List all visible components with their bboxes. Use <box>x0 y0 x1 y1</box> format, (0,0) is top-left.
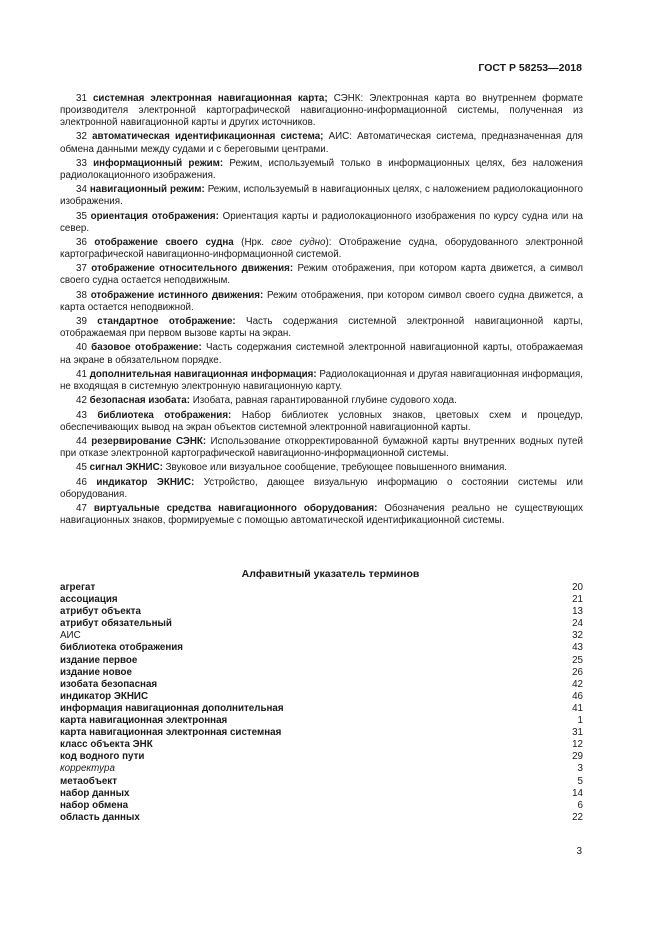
definition-number: 32 <box>76 131 87 143</box>
index-term: индикатор ЭКНИС <box>60 690 149 702</box>
term-index <box>60 582 583 824</box>
index-number: 25 <box>572 654 583 666</box>
index-term: набор данных <box>60 787 130 799</box>
definition-item <box>60 410 583 434</box>
definition-text: АИС: Автоматическая система, предназначенная для обмена данными между судами и с береговыми центрами. <box>60 131 583 155</box>
index-term: издание первое <box>60 654 138 666</box>
definition-number: 44 <box>76 435 87 447</box>
definition-text: Использование откорректированной бумажной карты внутренних водных путей при отказе электронной картографической навигационно-информационной системы. <box>60 435 583 459</box>
definition-term: отображение относительного движения: <box>91 263 294 275</box>
index-number: 6 <box>577 799 583 811</box>
definition-text: ): Отображение судна, оборудованного электронной картографической навигационно-информационной системой. <box>60 236 583 261</box>
definition-item <box>60 263 583 287</box>
index-row <box>60 594 583 606</box>
index-term: библиотека отображения <box>60 642 183 654</box>
index-number: 1 <box>577 715 583 727</box>
index-term: корректура <box>60 763 115 775</box>
index-row <box>60 715 583 727</box>
definition-number: 40 <box>76 342 87 354</box>
definition-number: 41 <box>76 368 87 380</box>
definition-term: индикатор ЭКНИС: <box>96 476 195 488</box>
definition-text: Режим отображения, при котором символ своего судна движется, а карта остается неподвижной. <box>60 289 583 313</box>
definition-term: базовое отображение: <box>91 342 202 354</box>
index-number: 5 <box>577 775 583 787</box>
definition-item <box>60 158 583 182</box>
definition-text: Устройство, дающее визуальную информацию о состоянии системы или оборудования. <box>60 476 584 500</box>
index-row <box>60 739 583 751</box>
definition-term: ориентация отображения: <box>90 210 219 222</box>
index-number: 22 <box>572 811 583 823</box>
definition-term: навигационный режим: <box>89 184 205 196</box>
definition-number: 39 <box>76 316 87 328</box>
definition-item <box>60 462 583 474</box>
definition-number: 37 <box>76 263 87 275</box>
definition-term: безопасная изобата: <box>89 395 191 407</box>
index-number: 29 <box>572 751 583 763</box>
index-row <box>60 606 583 618</box>
index-row <box>60 655 583 667</box>
definition-item <box>60 342 583 366</box>
definition-text: Звуковое или визуальное сообщение, требующее повышенного внимания. <box>162 462 507 474</box>
index-row <box>60 800 583 812</box>
index-term: метаобъект <box>60 775 118 787</box>
definition-item <box>60 316 583 340</box>
index-term: класс объекта ЭНК <box>60 739 153 751</box>
index-row <box>60 763 583 775</box>
definition-number: 33 <box>76 157 87 169</box>
index-term: область данных <box>60 811 140 823</box>
index-row <box>60 630 583 642</box>
index-term: изобата безопасная <box>60 678 158 690</box>
index-row <box>60 776 583 788</box>
definition-text: Режим, используемый только в информационных целях, без наложения радиолокационного изображения. <box>60 157 583 181</box>
index-row <box>60 727 583 739</box>
index-row <box>60 667 583 679</box>
definition-term: библиотека отображения: <box>97 409 232 421</box>
definition-term: виртуальные средства навигационного оборудования: <box>93 502 378 514</box>
definition-number: 47 <box>76 502 87 514</box>
definition-item <box>60 503 583 527</box>
index-number: 12 <box>572 739 583 751</box>
definition-item <box>60 184 583 208</box>
definition-item <box>60 93 583 129</box>
definition-item <box>60 290 583 314</box>
definition-term: системная электронная навигационная карта; <box>92 93 328 104</box>
definition-number: 43 <box>76 409 87 421</box>
document-header: ГОСТ Р 58253—2018 <box>478 62 582 74</box>
index-term: код водного пути <box>60 751 145 763</box>
index-number: 46 <box>572 690 583 702</box>
definition-text: Часть содержания системной электронной навигационной карты, отображаемая на экране в обязательном порядке. <box>60 342 583 366</box>
definition-deprecated-term: свое судно <box>271 236 326 248</box>
definition-text: Набор библиотек условных знаков, цветовых схем и процедур, обеспечивающих вывод на экран объектов системной электронной навигационной карты. <box>60 409 583 433</box>
index-number: 24 <box>572 618 583 630</box>
definition-text: Часть содержания системной электронной навигационной карты, отображаемая при первом вызове карты на экран. <box>60 316 583 340</box>
index-number: 21 <box>572 594 583 606</box>
page-number: 3 <box>576 846 582 857</box>
index-term: набор обмена <box>60 799 129 811</box>
index-term: АИС <box>60 630 81 642</box>
index-term: атрибут обязательный <box>60 618 172 630</box>
index-term: информация навигационная дополнительная <box>60 702 284 714</box>
definition-text: Изобата, равная гарантированной глубине судового хода. <box>190 395 457 407</box>
definition-note-prefix: (Нрк. <box>233 236 272 248</box>
definition-term: сигнал ЭКНИС: <box>89 462 163 474</box>
index-row <box>60 691 583 703</box>
definition-item <box>60 369 583 393</box>
definitions-list <box>60 93 583 529</box>
definition-item <box>60 477 583 501</box>
index-term: агрегат <box>60 582 96 593</box>
definition-item <box>60 395 583 407</box>
definition-text: Ориентация карты и радиолокационного изображения по курсу судна или на север. <box>60 210 583 234</box>
definition-term: стандартное отображение: <box>97 316 236 328</box>
index-row <box>60 582 583 594</box>
definition-number: 42 <box>76 395 87 407</box>
definition-term: отображение истинного движения: <box>90 289 264 301</box>
index-term: карта навигационная электронная системная <box>60 727 282 739</box>
index-title: Алфавитный указатель терминов <box>241 568 420 580</box>
definition-term: автоматическая идентификационная система; <box>92 131 324 143</box>
definition-item <box>60 436 583 460</box>
definition-item <box>60 131 583 155</box>
index-number: 20 <box>572 582 583 593</box>
index-number: 41 <box>572 702 583 714</box>
definition-term: резервирование СЭНК: <box>91 435 207 447</box>
index-row <box>60 812 583 824</box>
index-number: 14 <box>572 787 583 799</box>
index-row <box>60 642 583 654</box>
definition-number: 35 <box>76 210 87 222</box>
definition-number: 38 <box>76 289 87 301</box>
definition-text: Обозначения реально не существующих навигационных знаков, формируемые с помощью автоматической идентификационной системы. <box>60 502 583 526</box>
index-term: издание новое <box>60 666 132 678</box>
index-row <box>60 679 583 691</box>
definition-text: Радиолокационная и другая навигационная информация, не входящая в системную электронную навигационную карту. <box>60 368 583 392</box>
definition-term: отображение своего судна <box>94 236 234 248</box>
definition-text: СЭНК: Электронная карта во внутреннем формате производителя электронной картографической навигационно-информационной системы, полученная из электронной навигационной карты и других источников. <box>60 93 583 129</box>
definition-term: информационный режим: <box>93 157 224 169</box>
index-number: 43 <box>572 642 583 654</box>
definition-term: дополнительная навигационная информация: <box>89 368 317 380</box>
definition-number: 34 <box>76 184 87 196</box>
definition-number: 46 <box>76 476 87 488</box>
definition-number: 45 <box>76 462 87 474</box>
index-row <box>60 703 583 715</box>
index-term: атрибут объекта <box>60 606 141 618</box>
index-number: 42 <box>572 678 583 690</box>
index-number: 13 <box>572 606 583 618</box>
index-number: 32 <box>572 630 583 642</box>
index-term: ассоциация <box>60 594 118 606</box>
definition-number: 31 <box>76 93 87 104</box>
index-number: 26 <box>572 666 583 678</box>
definition-number: 36 <box>76 236 87 248</box>
definition-item <box>60 211 583 235</box>
index-number: 3 <box>577 763 583 775</box>
index-term: карта навигационная электронная <box>60 715 228 727</box>
index-row <box>60 751 583 763</box>
index-row <box>60 618 583 630</box>
definition-item <box>60 237 583 261</box>
definition-text: Режим, используемый в навигационных целях, с наложением радиолокационного изображения. <box>60 184 583 208</box>
definition-text: Режим отображения, при котором карта движется, а символ своего судна остается неподвижным. <box>60 263 583 287</box>
index-row <box>60 788 583 800</box>
index-number: 31 <box>572 727 583 739</box>
